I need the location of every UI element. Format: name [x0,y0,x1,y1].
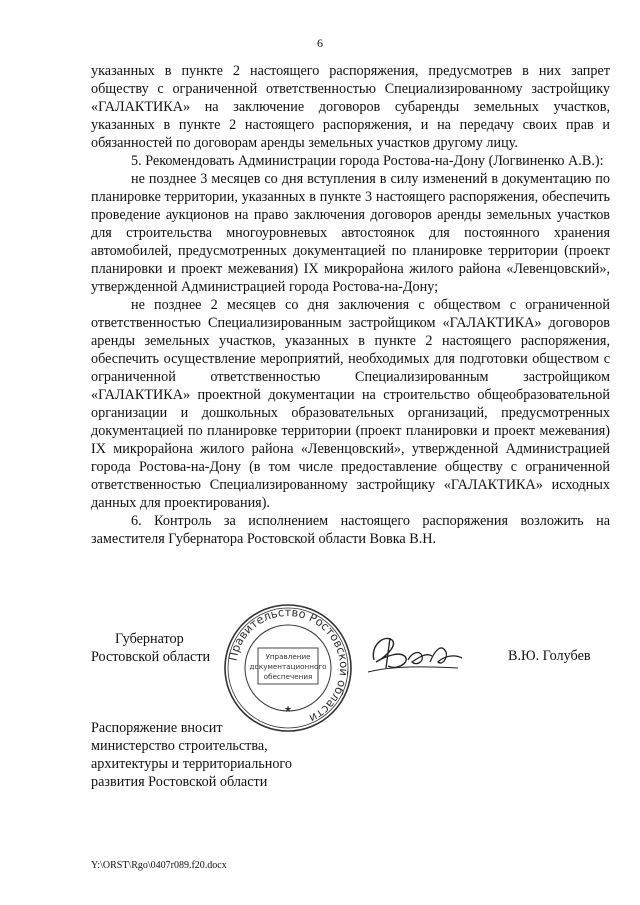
seal-center-line-2: документационного [249,662,327,671]
note-line-1: Распоряжение вносит [91,720,223,736]
note-line-2: министерство строительства, [91,738,268,754]
page-number: 6 [317,36,323,50]
official-seal [222,602,354,734]
document-body [91,62,610,548]
seal-center-line-3: обеспечения [263,672,313,681]
signatory-position [91,630,210,666]
file-path-footer: Y:\ORST\Rgo\0407r089.f20.docx [91,860,227,871]
signatory-name: В.Ю. Голубев [508,648,591,664]
seal-center-line-1: Управление [265,652,311,661]
position-line-2: Ростовской области [91,649,211,665]
paragraph-2: 5. Рекомендовать Администрации города Ростова-на-Дону (Логвиненко А.В.): [131,153,604,169]
note-line-4: развития Ростовской области [91,774,268,790]
submitted-by-note [91,719,292,791]
position-line-1: Губернатор [115,631,184,647]
paragraph-4: не позднее 2 месяцев со дня заключения с обществом с ограниченной ответственностью Специализированным застройщиком «ГАЛАКТИКА» договоров аренды земельных участков, указанных в пункте 2 настоящего распоряжения, обеспечить осуществление мероприятий, необходимых для подготовки обществом с ограниченной ответственностью Специализированным застройщиком «ГАЛАКТИКА» проектной документации на строительство общеобразовательной организации и дошкольных образовательных организаций, предусмотренных документацией по планировке территории (проект планировки и проект межевания) IX микрорайона жилого района «Левенцовский», утвержденной Администрацией города Ростова-на-Дону (в том числе предоставление обществу с ограниченной ответственностью Специализированному застройщику «ГАЛАКТИКА» исходных данных для проектирования). [91,297,610,511]
paragraph-1: указанных в пункте 2 настоящего распоряжения, предусмотрев в них запрет обществу с ограниченной ответственностью Специализированному застройщику «ГАЛАКТИКА» на заключение договоров субаренды земельных участков, указанных в пункте 2 настоящего распоряжения, и на передачу своих прав и обязанностей по договорам аренды земельных участков другому лицу. [91,63,610,151]
paragraph-5: 6. Контроль за исполнением настоящего распоряжения возложить на заместителя Губернатора Ростовской области Вовка В.Н. [91,513,610,547]
note-line-3: архитектуры и территориального [91,756,292,772]
seal-star-icon: ★ [283,705,293,715]
paragraph-3: не позднее 3 месяцев со дня вступления в силу изменений в документацию по планировке территории, указанных в пункте 3 настоящего распоряжения, обеспечить проведение аукционов на право заключения договоров аренды земельных участков для строительства многоуровневых автостоянок для постоянного хранения автомобилей, предусмотренных документацией по планировке территории (проект планировки и проект межевания) IX микрорайона жилого района «Левенцовский», утвержденной Администрацией города Ростова-на-Дону; [91,171,610,295]
handwritten-signature [362,622,472,682]
seal-ring-text: Правительство Ростовской области [225,604,352,726]
